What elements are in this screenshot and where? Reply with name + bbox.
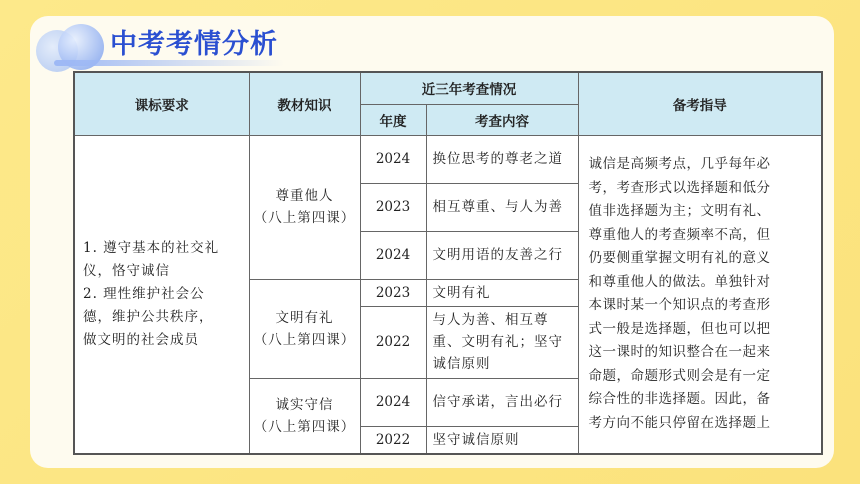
guide-line: 和尊重他人的做法。单独针对 — [588, 273, 771, 290]
lesson-title: 尊重他人 — [275, 188, 334, 205]
year-cell: 2023 — [360, 183, 426, 231]
guide-line: 本课时某一个知识点的考查形 — [588, 297, 771, 314]
header-recent-years: 近三年考查情况 — [360, 72, 578, 104]
content-cell: 信守承诺，言出必行 — [426, 378, 578, 426]
guide-line: 诚信是高频考点，几乎每年必 — [588, 156, 771, 173]
guide-line: 考，考查形式以选择题和低分 — [588, 179, 771, 196]
year-cell: 2022 — [360, 426, 426, 454]
requirement-line: 2. 理性维护社会公 — [83, 285, 205, 302]
requirement-line: 1. 遵守基本的社交礼 — [83, 239, 220, 256]
guide-line: 式一般是选择题，但也可以把 — [588, 320, 771, 337]
guide-line: 考方向不能只停留在选择题上 — [588, 414, 771, 431]
guide-line: 综合性的非选择题。因此，备 — [588, 391, 771, 408]
content-cell: 坚守诚信原则 — [426, 426, 578, 454]
header-knowledge: 教材知识 — [249, 72, 360, 135]
year-cell: 2024 — [360, 135, 426, 183]
lesson-cell — [249, 135, 360, 279]
lesson-cell — [249, 378, 360, 454]
guide-cell — [578, 135, 822, 454]
content-cell: 文明用语的友善之行 — [426, 231, 578, 279]
guide-line: 尊重他人的考查频率不高，但 — [588, 226, 771, 243]
header-year: 年度 — [360, 104, 426, 135]
page-title: 中考考情分析 — [110, 29, 278, 60]
requirement-line: 仪，恪守诚信 — [83, 262, 170, 279]
content-cell: 换位思考的尊老之道 — [426, 135, 578, 183]
content-cell: 与人为善、相互尊重、文明有礼；坚守诚信原则 — [426, 306, 578, 378]
year-cell: 2023 — [360, 279, 426, 306]
lesson-source: （八上第四课） — [253, 331, 356, 348]
header-guide: 备考指导 — [578, 72, 822, 135]
requirement-line: 德，维护公共秩序， — [83, 308, 214, 325]
decorative-circles-icon — [36, 24, 108, 76]
guide-line: 仍要侧重掌握文明有礼的意义 — [588, 250, 771, 267]
year-cell: 2024 — [360, 378, 426, 426]
guide-line: 这一课时的知识整合在一起来 — [588, 344, 771, 361]
guide-line: 命题，命题形式则会是有一定 — [588, 367, 771, 384]
content-cell: 文明有礼 — [426, 279, 578, 306]
lesson-source: （八上第四课） — [253, 210, 356, 227]
lesson-cell — [249, 279, 360, 378]
requirement-line: 做文明的社会成员 — [83, 331, 199, 348]
year-cell: 2022 — [360, 306, 426, 378]
lesson-source: （八上第四课） — [253, 418, 356, 435]
lesson-title: 文明有礼 — [275, 309, 334, 326]
lesson-title: 诚实守信 — [275, 396, 334, 413]
requirement-cell — [74, 135, 249, 454]
exam-analysis-table — [73, 71, 823, 455]
header-content: 考查内容 — [426, 104, 578, 135]
year-cell: 2024 — [360, 231, 426, 279]
guide-line: 值非选择题为主；文明有礼、 — [588, 203, 771, 220]
header-requirement: 课标要求 — [74, 72, 249, 135]
content-cell: 相互尊重、与人为善 — [426, 183, 578, 231]
